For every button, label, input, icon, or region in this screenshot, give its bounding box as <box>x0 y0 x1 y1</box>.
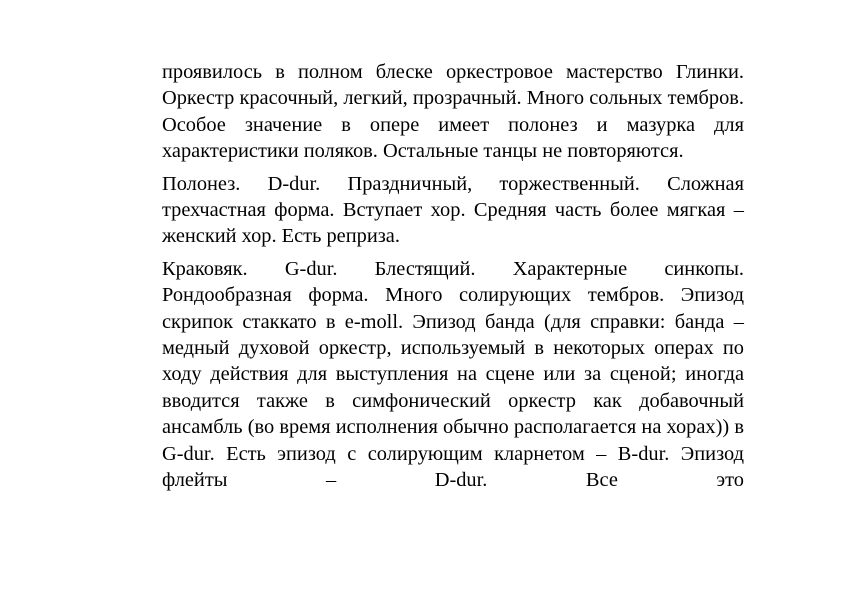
paragraph-krakowiak: Краковяк. G-dur. Блестящий. Характерные синкопы. Рондообразная форма. Много солирующих тембров. Эпизод скрипок стаккато в e-moll. Эпизод банда (для справки: банда – медный духовой оркестр, используемый в некоторых операх по ходу действия для выступления на сцене или за сценой; иногда вводится также в симфонический оркестр как добавочный ансамбль (во время исполнения обычно располагается на хорах)) в G-dur. Есть эпизод с солирующим кларнетом – B-dur. Эпизод флейты – D-dur. Все это <box>162 257 744 492</box>
paragraph-orchestra: проявилось в полном блеске оркестровое мастерство Глинки. Оркестр красочный, легкий, прозрачный. Много сольных тембров. Особое значение в опере имеет полонез и мазурка для характеристики поляков. Остальные танцы не повторяются. <box>162 61 744 163</box>
paragraph-polonaise: Полонез. D-dur. Праздничный, торжественный. Сложная трехчастная форма. Вступает хор. Средняя часть более мягкая – женский хор. Есть реприза. <box>162 172 744 248</box>
body-text <box>162 59 744 494</box>
